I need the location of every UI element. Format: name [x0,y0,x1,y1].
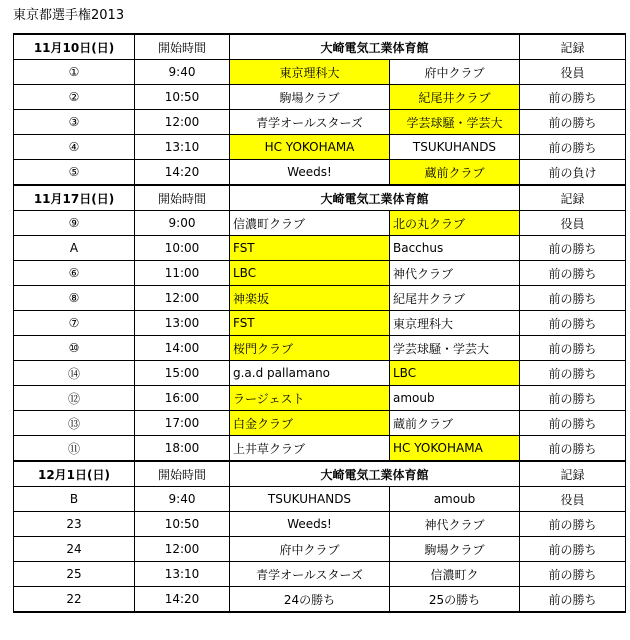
start-time: 9:40 [135,60,230,85]
team-1: 白金クラブ [230,411,390,436]
match-number: ⑦ [14,311,135,336]
schedule-table [13,33,626,613]
match-row [14,261,626,286]
team-1: g.a.d pallamano [230,361,390,386]
match-number: ④ [14,135,135,160]
team-1: 青学オールスターズ [230,562,390,587]
venue-name: 大崎電気工業体育館 [230,34,520,60]
match-record: 役員 [520,211,626,236]
match-row [14,436,626,462]
match-record: 前の勝ち [520,436,626,462]
match-record: 前の負け [520,160,626,186]
match-row [14,587,626,613]
team-2: 学芸球騒・学芸大 [390,336,520,361]
match-record: 前の勝ち [520,411,626,436]
start-time: 12:00 [135,537,230,562]
match-number: ③ [14,110,135,135]
match-record: 前の勝ち [520,537,626,562]
match-row [14,110,626,135]
match-number: ⑫ [14,386,135,411]
match-record: 前の勝ち [520,261,626,286]
section-date: 11月17日(日) [14,185,135,211]
match-row [14,311,626,336]
team-2: 蔵前クラブ [390,160,520,186]
start-time: 17:00 [135,411,230,436]
team-1: 上井草クラブ [230,436,390,462]
match-record: 前の勝ち [520,110,626,135]
team-2: 府中クラブ [390,60,520,85]
team-1: TSUKUHANDS [230,487,390,512]
page-title: 東京都選手権2013 [13,8,125,23]
start-time: 12:00 [135,286,230,311]
match-record: 前の勝ち [520,236,626,261]
team-2: 駒場クラブ [390,537,520,562]
match-row [14,160,626,186]
match-number: B [14,487,135,512]
section-header [14,34,626,60]
start-time: 15:00 [135,361,230,386]
schedule-body [14,34,626,612]
team-2: 東京理科大 [390,311,520,336]
team-1: 桜門クラブ [230,336,390,361]
match-number: ⑤ [14,160,135,186]
match-number: A [14,236,135,261]
team-2: 信濃町ク [390,562,520,587]
team-1: HC YOKOHAMA [230,135,390,160]
match-number: 24 [14,537,135,562]
match-record: 役員 [520,487,626,512]
team-1: LBC [230,261,390,286]
start-time: 14:20 [135,587,230,613]
match-number: ⑭ [14,361,135,386]
start-time: 14:00 [135,336,230,361]
start-time: 9:00 [135,211,230,236]
start-time: 9:40 [135,487,230,512]
section-header [14,461,626,487]
match-number: ⑬ [14,411,135,436]
match-row [14,512,626,537]
team-2: 25の勝ち [390,587,520,613]
team-1: ラージェスト [230,386,390,411]
team-2: 紀尾井クラブ [390,85,520,110]
start-time: 12:00 [135,110,230,135]
team-2: 神代クラブ [390,261,520,286]
venue-name: 大崎電気工業体育館 [230,461,520,487]
match-number: ⑪ [14,436,135,462]
match-row [14,236,626,261]
team-2: amoub [390,487,520,512]
match-row [14,60,626,85]
start-time: 11:00 [135,261,230,286]
start-time: 10:50 [135,512,230,537]
match-number: ① [14,60,135,85]
match-row [14,135,626,160]
record-column-label: 記録 [520,34,626,60]
time-column-label: 開始時間 [135,185,230,211]
match-record: 役員 [520,60,626,85]
start-time: 14:20 [135,160,230,186]
team-1: FST [230,236,390,261]
match-row [14,487,626,512]
team-1: 東京理科大 [230,60,390,85]
team-1: 青学オールスターズ [230,110,390,135]
match-row [14,537,626,562]
match-row [14,85,626,110]
team-2: 紀尾井クラブ [390,286,520,311]
start-time: 13:10 [135,562,230,587]
match-row [14,336,626,361]
team-2: TSUKUHANDS [390,135,520,160]
match-record: 前の勝ち [520,336,626,361]
team-1: Weeds! [230,512,390,537]
start-time: 10:00 [135,236,230,261]
match-number: 22 [14,587,135,613]
record-column-label: 記録 [520,185,626,211]
team-2: 北の丸クラブ [390,211,520,236]
time-column-label: 開始時間 [135,34,230,60]
team-1: 信濃町クラブ [230,211,390,236]
match-number: ⑨ [14,211,135,236]
team-2: LBC [390,361,520,386]
team-2: 学芸球騒・学芸大 [390,110,520,135]
match-row [14,211,626,236]
start-time: 16:00 [135,386,230,411]
match-record: 前の勝ち [520,311,626,336]
start-time: 13:10 [135,135,230,160]
match-record: 前の勝ち [520,286,626,311]
match-record: 前の勝ち [520,512,626,537]
match-number: 25 [14,562,135,587]
match-record: 前の勝ち [520,361,626,386]
record-column-label: 記録 [520,461,626,487]
venue-name: 大崎電気工業体育館 [230,185,520,211]
team-1: 駒場クラブ [230,85,390,110]
start-time: 10:50 [135,85,230,110]
match-number: ⑩ [14,336,135,361]
section-header [14,185,626,211]
team-1: 24の勝ち [230,587,390,613]
match-number: ⑧ [14,286,135,311]
section-date: 12月1日(日) [14,461,135,487]
match-record: 前の勝ち [520,562,626,587]
time-column-label: 開始時間 [135,461,230,487]
start-time: 13:00 [135,311,230,336]
team-1: Weeds! [230,160,390,186]
match-row [14,386,626,411]
match-row [14,562,626,587]
match-record: 前の勝ち [520,587,626,613]
team-2: 神代クラブ [390,512,520,537]
match-row [14,286,626,311]
start-time: 18:00 [135,436,230,462]
match-row [14,411,626,436]
match-number: 23 [14,512,135,537]
team-2: HC YOKOHAMA [390,436,520,462]
section-date: 11月10日(日) [14,34,135,60]
match-record: 前の勝ち [520,85,626,110]
team-1: 府中クラブ [230,537,390,562]
match-record: 前の勝ち [520,386,626,411]
team-1: 神楽坂 [230,286,390,311]
team-1: FST [230,311,390,336]
match-row [14,361,626,386]
team-2: 蔵前クラブ [390,411,520,436]
match-number: ⑥ [14,261,135,286]
team-2: Bacchus [390,236,520,261]
match-number: ② [14,85,135,110]
team-2: amoub [390,386,520,411]
match-record: 前の勝ち [520,135,626,160]
